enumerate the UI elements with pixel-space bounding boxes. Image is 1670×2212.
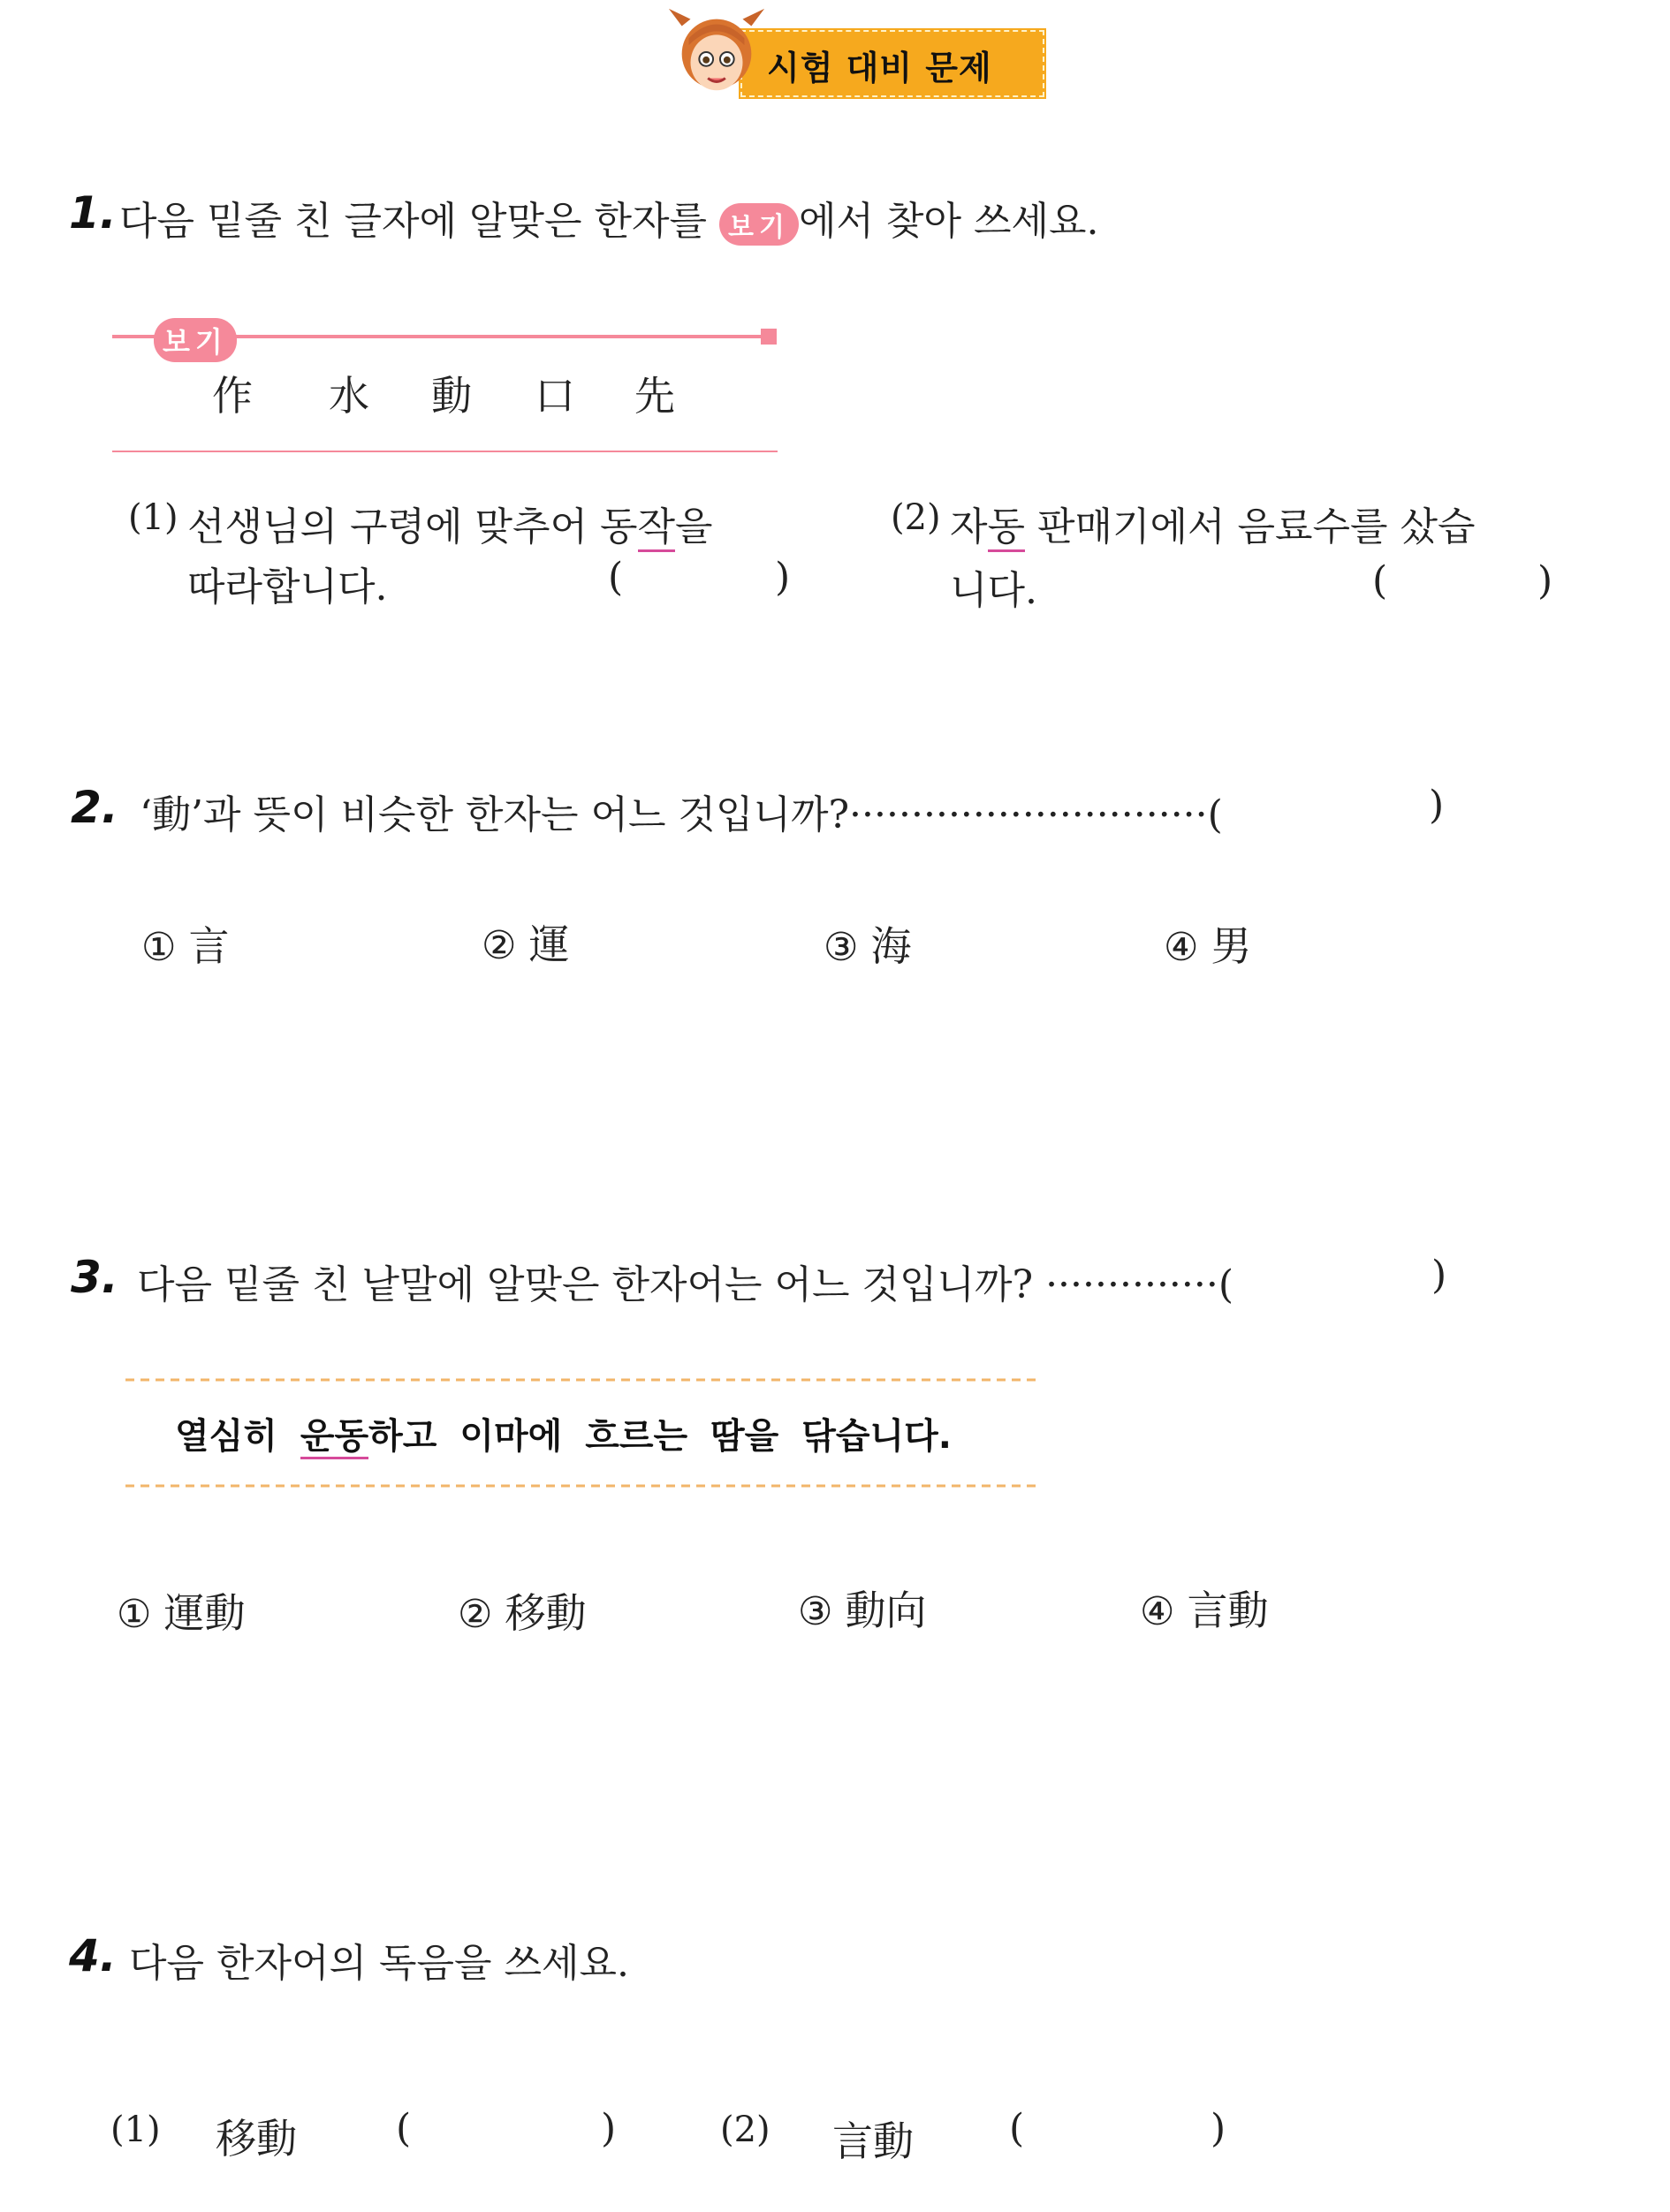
q1-item2-line1 [950,495,1476,551]
q1-item2-number: (2) [891,497,941,538]
q1-item2-text-a: 자 [950,504,988,549]
q3-sentence [175,1408,952,1458]
q1-item1-number: (1) [128,497,178,538]
q2-option-1-label: 言 [188,922,230,970]
q2-option-3-num: ③ [824,925,859,970]
question-1-text [119,189,1098,246]
q3-option-1-label: 運動 [163,1589,246,1637]
q2-option-3-label: 海 [870,922,912,970]
q3-option-4-label: 言動 [1187,1587,1269,1634]
q3-option-2-label: 移動 [505,1589,587,1637]
q1-item1-answer-open: ( [608,555,624,600]
q3-sentence-text-b: 하고 이마에 흐르는 땀을 닦습니다. [368,1416,952,1457]
q3-option-2 [458,1581,586,1640]
q3-option-3-label: 動向 [845,1587,927,1634]
question-3-text: 다음 밑줄 친 낱말에 알맞은 한자어는 어느 것입니까? ··············( [137,1262,1234,1307]
bogi-hanja-3: 動 [431,372,472,420]
q2-option-1-num: ① [141,925,177,970]
q1-item1-text-b: 을 [675,504,713,549]
q2-option-2 [482,913,569,971]
question-1-number: 1. [69,187,117,239]
q3-option-3-num: ③ [798,1589,833,1634]
q1-item2-answer-close: ) [1537,558,1553,603]
q1-item2-underlined: 동 [988,504,1026,552]
q2-option-1 [141,914,229,973]
q2-option-4-num: ④ [1164,925,1199,970]
page-title: 시험 대비 문제 [767,49,992,87]
q4-item1-number: (1) [110,2110,161,2150]
q1-item1-underlined: 작 [638,504,676,552]
q1-item2-text-b: 판매기에서 음료수를 샀습 [1025,504,1476,549]
q3-option-3 [798,1579,926,1637]
q2-option-2-num: ② [482,923,517,968]
girl-mascot-icon [664,0,769,104]
question-3-answer-close: ) [1431,1253,1447,1298]
q3-option-2-num: ② [458,1592,493,1637]
question-1-text-after: 에서 찾아 쓰세요. [798,199,1099,244]
q1-item2-line2: 니다. [950,568,1037,613]
bogi-hanja-2: 水 [329,372,369,420]
bogi-hanja-5: 先 [634,372,675,420]
q3-sentence-underlined: 운동 [300,1416,368,1459]
q2-option-3 [824,914,911,973]
q1-item1-answer-close: ) [775,555,791,600]
bogi-hanja-4: 口 [535,372,575,420]
question-2-answer-close: ) [1429,783,1445,828]
q1-item1-line1 [187,495,713,551]
q4-item2-answer-open: ( [1009,2106,1025,2151]
q1-item1-text-a: 선생님의 구령에 맞추어 동 [187,504,638,549]
q4-item1-answer-open: ( [396,2106,412,2151]
q3-sentence-text-a: 열심히 [175,1416,300,1457]
bogi-pill: 보기 [719,203,799,246]
question-2-number: 2. [71,782,118,833]
question-3-number: 3. [71,1252,118,1303]
question-4-text: 다음 한자어의 독음을 쓰세요. [129,1941,629,1986]
q1-item1-line2: 따라합니다. [187,564,388,610]
q3-option-1 [117,1581,245,1640]
q4-item1-word: 移動 [216,2115,297,2163]
q3-option-4 [1140,1579,1268,1637]
question-1-text-before: 다음 밑줄 친 글자에 알맞은 한자를 [119,199,707,244]
q2-option-4 [1164,914,1251,973]
q4-item2-number: (2) [720,2110,770,2150]
q3-option-1-num: ① [117,1592,152,1637]
question-4-number: 4. [69,1930,117,1981]
bogi-hanja-1: 作 [212,372,253,420]
question-2-text: ‘動’과 뜻이 비슷한 한자는 어느 것입니까?·····························( [140,792,1223,837]
q1-item2-answer-open: ( [1372,558,1388,603]
q2-option-4-label: 男 [1211,922,1252,970]
q4-item2-word: 言動 [832,2117,914,2165]
q4-item2-answer-close: ) [1211,2106,1226,2151]
q2-option-2-label: 運 [528,920,570,968]
bogi-label: 보기 [154,318,237,362]
q4-item1-answer-close: ) [601,2106,617,2151]
q3-option-4-num: ④ [1140,1589,1175,1634]
